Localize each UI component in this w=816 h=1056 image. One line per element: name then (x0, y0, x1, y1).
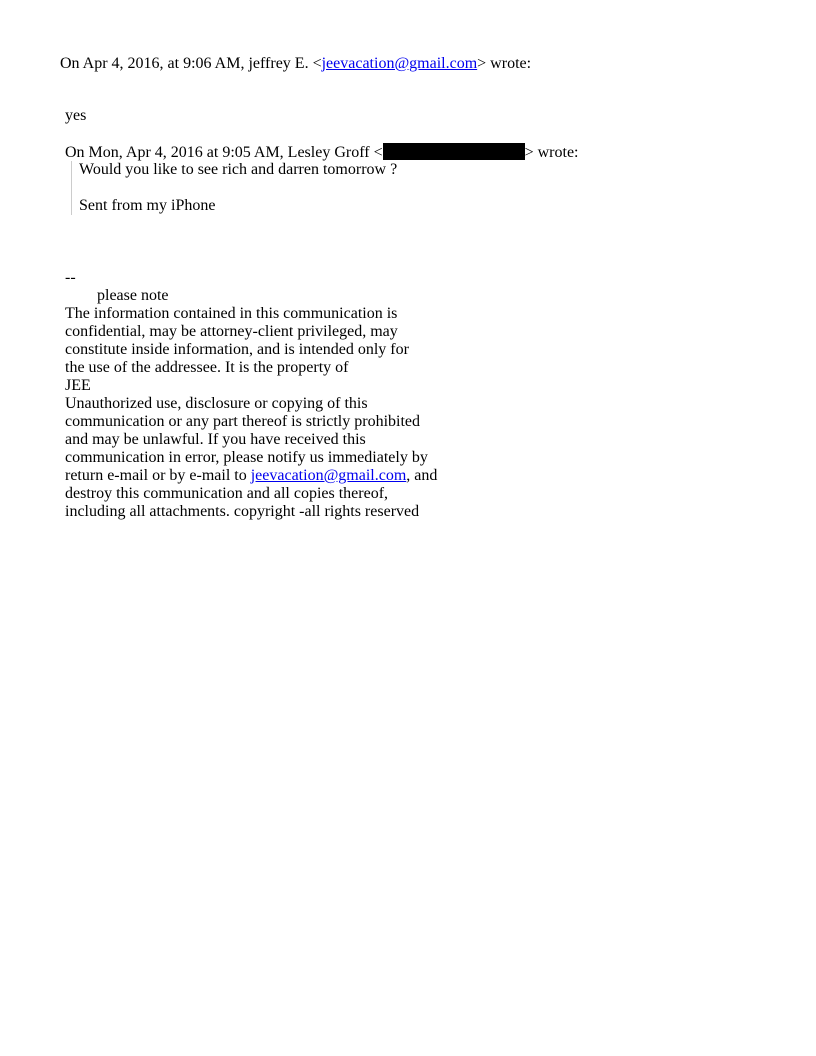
signature-separator: -- (65, 269, 76, 286)
signature-note: please note (97, 287, 169, 304)
disclaimer-line: communication in error, please notify us immediately by (65, 449, 428, 466)
sender-email-link[interactable]: jeevacation@gmail.com (321, 55, 478, 72)
disclaimer-line: constitute inside information, and is intended only for (65, 341, 409, 358)
notify-prefix: return e-mail or by e-mail to (65, 467, 251, 484)
quoted-body-line: Would you like to see rich and darren tomorrow ? (79, 161, 398, 178)
disclaimer-line: JEE (65, 377, 91, 394)
disclaimer-line: destroy this communication and all copies thereof, (65, 485, 389, 502)
disclaimer-line: the use of the addressee. It is the property of (65, 359, 349, 376)
notify-email-link[interactable]: jeevacation@gmail.com (250, 467, 407, 484)
quoted-header-prefix: On Mon, Apr 4, 2016 at 9:05 AM, Lesley Groff < (65, 144, 383, 161)
disclaimer-notify-line (65, 467, 437, 485)
disclaimer-line: communication or any part thereof is strictly prohibited (65, 413, 421, 430)
notify-suffix: , and (406, 467, 438, 484)
quoted-spacer (79, 179, 397, 197)
quoted-message (71, 161, 397, 215)
disclaimer-line: including all attachments. copyright -all rights reserved (65, 503, 420, 520)
disclaimer-line: confidential, may be attorney-client privileged, may (65, 323, 398, 340)
reply-body: yes (65, 107, 87, 124)
quoted-signature-line: Sent from my iPhone (79, 197, 216, 214)
reply-header-suffix: > wrote: (477, 55, 532, 72)
email-signature (65, 269, 437, 521)
quoted-header-suffix: > wrote: (524, 144, 579, 161)
disclaimer-line: Unauthorized use, disclosure or copying of this (65, 395, 368, 412)
disclaimer-line: and may be unlawful. If you have received this (65, 431, 366, 448)
reply-header (60, 55, 531, 73)
disclaimer-line: The information contained in this communication is (65, 305, 398, 322)
quoted-header (65, 143, 579, 162)
redacted-email-block (383, 143, 525, 160)
reply-header-prefix: On Apr 4, 2016, at 9:06 AM, jeffrey E. < (60, 55, 322, 72)
